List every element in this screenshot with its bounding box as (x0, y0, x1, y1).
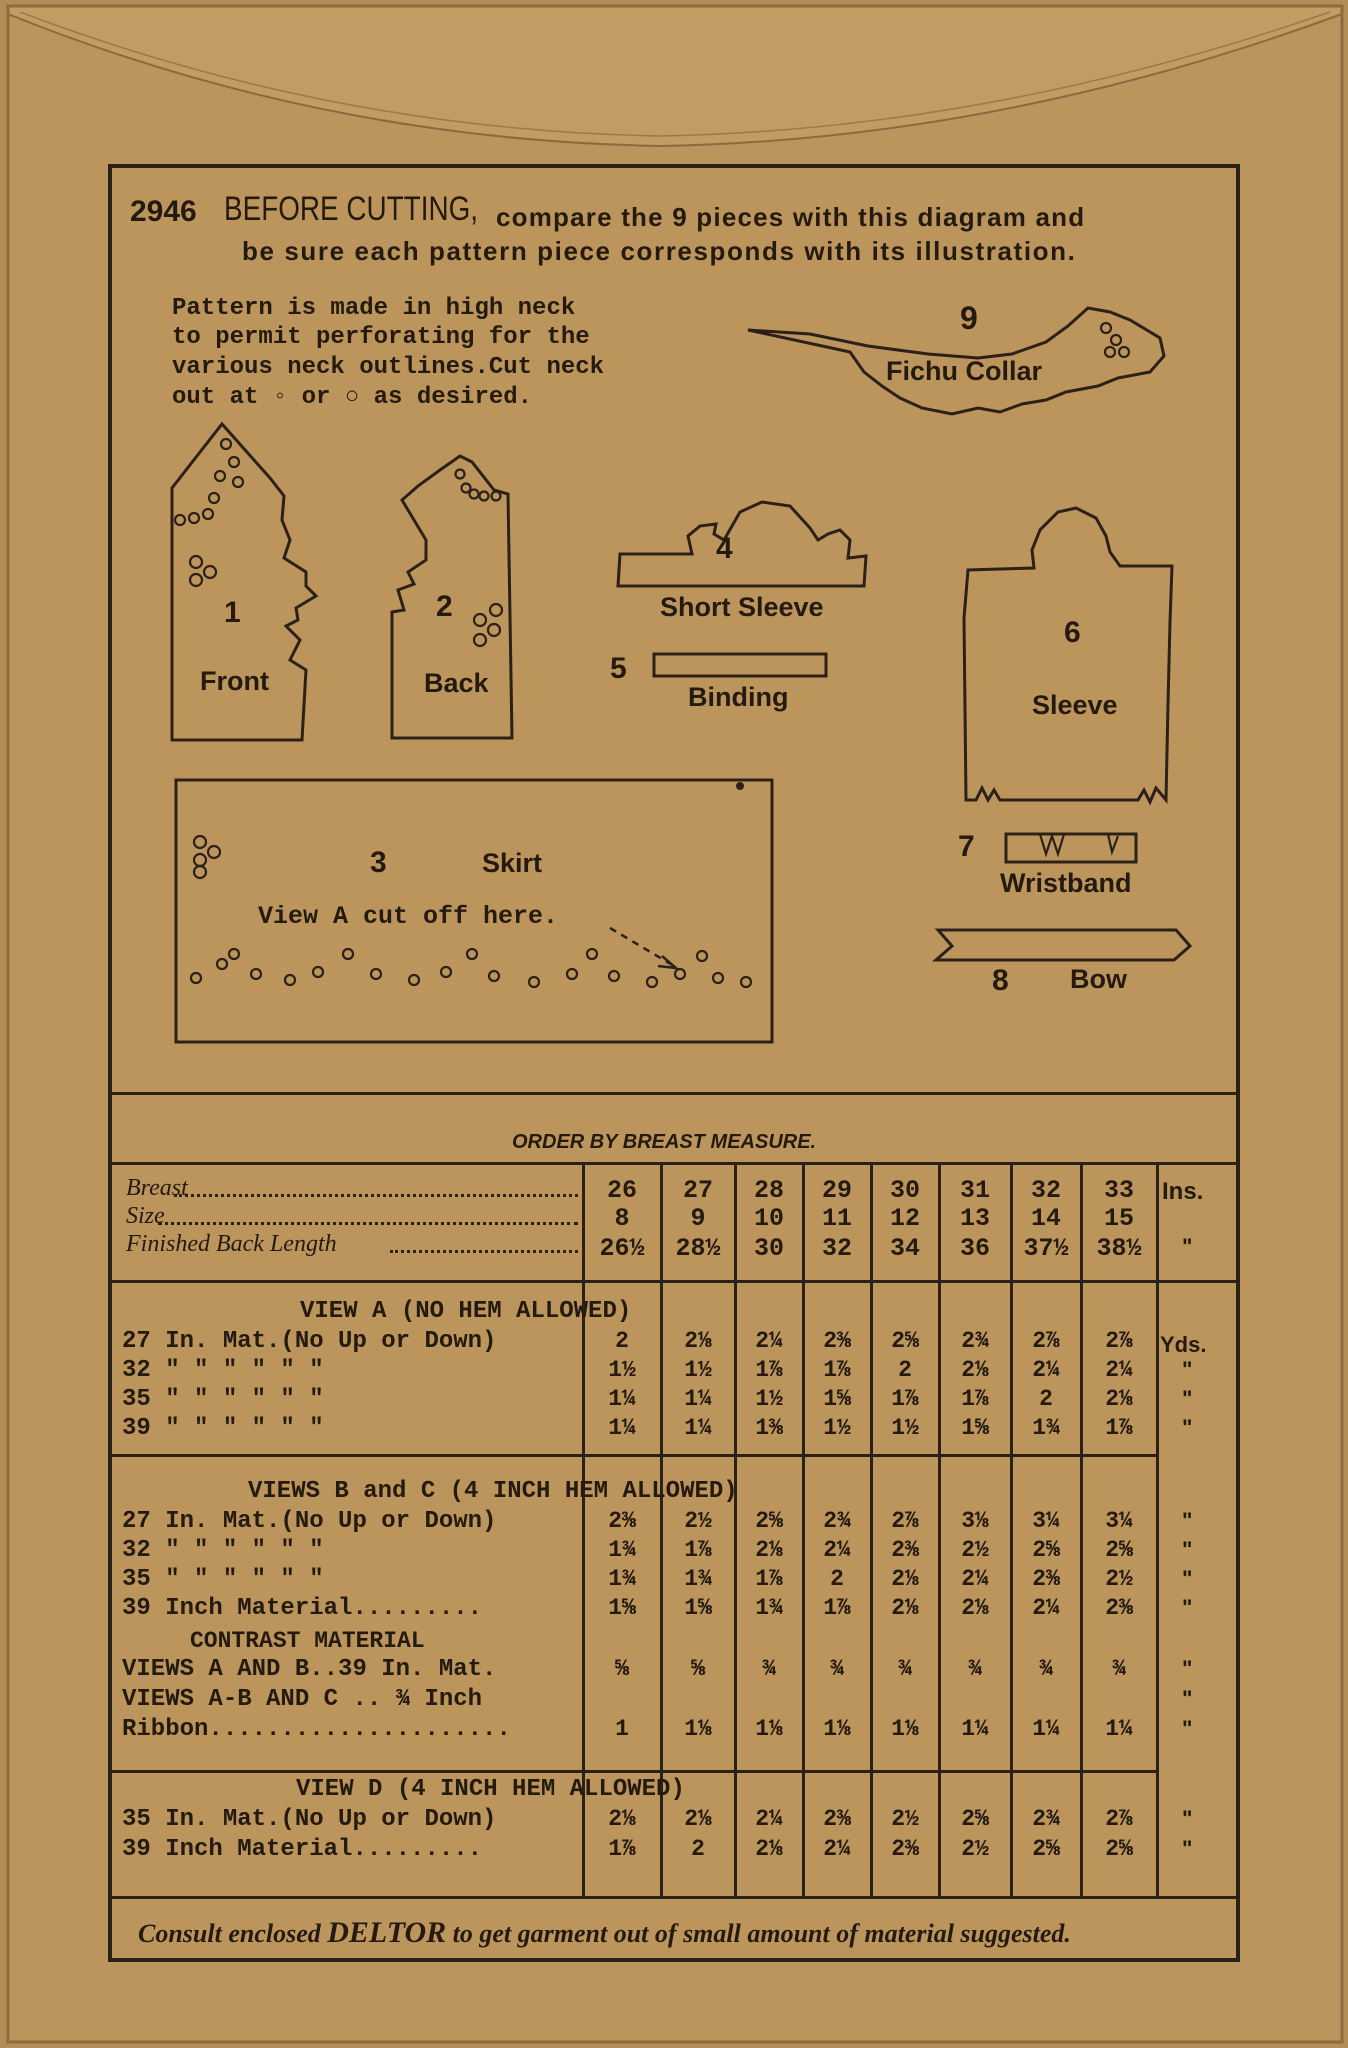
row-label: VIEWS A AND B..39 In. Mat. (122, 1656, 497, 1683)
yardage-cell: 2⅝ (891, 1328, 919, 1354)
yardage-cell: 2⅞ (1105, 1806, 1133, 1832)
yardage-cell: 1¼ (684, 1386, 712, 1412)
yardage-cell: 2⅛ (608, 1806, 636, 1832)
yardage-cell: 2½ (684, 1508, 712, 1534)
yardage-cell: 2¾ (1032, 1806, 1060, 1832)
row-label: 35 " " " " " " (122, 1566, 324, 1593)
unit-ditto: " (1182, 1716, 1193, 1741)
row-label: 27 In. Mat.(No Up or Down) (122, 1508, 497, 1535)
yardage-cell: 2¼ (1105, 1357, 1133, 1383)
yardage-cell: 1¼ (684, 1415, 712, 1441)
yardage-cell: 2⅛ (684, 1328, 712, 1354)
yardage-cell: ¾ (898, 1656, 912, 1682)
yardage-cell: 2 (615, 1328, 629, 1354)
back-length-value: 30 (753, 1234, 784, 1263)
rule-after-view-a (112, 1454, 1158, 1457)
yardage-cell: 2⅝ (1105, 1537, 1133, 1563)
size-value: 8 (614, 1204, 630, 1233)
breast-value: 26 (606, 1176, 637, 1205)
unit-ditto: " (1182, 1415, 1193, 1440)
yardage-cell: 1⅞ (823, 1357, 851, 1383)
yardage-cell: 1⅛ (891, 1716, 919, 1742)
yardage-cell: 2⅜ (891, 1537, 919, 1563)
yardage-cell: 1¾ (755, 1595, 783, 1621)
piece-2-name: Back (424, 668, 489, 698)
piece-7-number: 7 (958, 830, 975, 863)
unit-ditto: " (1182, 1595, 1193, 1620)
yardage-cell: ¾ (830, 1656, 844, 1682)
pattern-number: 2946 (130, 195, 197, 228)
yardage-cell: 3⅛ (961, 1508, 989, 1534)
yardage-cell: 2⅜ (823, 1806, 851, 1832)
back-length-value: 28½ (675, 1234, 721, 1263)
leader-dots-length (390, 1250, 578, 1253)
yardage-cell: 2⅞ (1032, 1328, 1060, 1354)
yardage-cell: 2⅝ (1032, 1836, 1060, 1862)
yardage-cell: 2¼ (1032, 1357, 1060, 1383)
yardage-cell: 2¼ (755, 1806, 783, 1832)
view-a-title: VIEW A (NO HEM ALLOWED) (300, 1298, 632, 1325)
piece-4-name: Short Sleeve (660, 592, 824, 622)
size-value: 11 (821, 1204, 852, 1233)
yds-label: Yds. (1160, 1332, 1207, 1357)
piece-4-number: 4 (716, 532, 733, 565)
piece-8-number: 8 (992, 964, 1009, 997)
size-value: 13 (959, 1204, 990, 1233)
yardage-cell: 2⅝ (1032, 1537, 1060, 1563)
note-line-4: out at ◦ or ○ as desired. (172, 384, 533, 411)
yardage-cell: 2⅜ (1105, 1595, 1133, 1621)
yardage-cell: 1¾ (1032, 1415, 1060, 1441)
footer-pre: Consult enclosed (138, 1919, 328, 1948)
label-breast: Breast (126, 1175, 188, 1201)
size-value: 12 (889, 1204, 920, 1233)
unit-ditto: " (1182, 1806, 1193, 1831)
yardage-cell: ¾ (762, 1656, 776, 1682)
yardage-cell: 1½ (608, 1357, 636, 1383)
unit-ditto: " (1182, 1656, 1193, 1681)
yardage-cell: 2¼ (755, 1328, 783, 1354)
back-length-value: 32 (821, 1234, 852, 1263)
piece-6-number: 6 (1064, 616, 1081, 649)
view-bc-title: VIEWS B and C (4 INCH HEM ALLOWED) (248, 1478, 738, 1505)
yardage-cell: 2⅝ (1105, 1836, 1133, 1862)
piece-9-name: Fichu Collar (886, 356, 1043, 386)
label-finished-back-length: Finished Back Length (126, 1231, 337, 1257)
row-label: 39 " " " " " " (122, 1415, 324, 1442)
yardage-cell: 2⅛ (755, 1836, 783, 1862)
yardage-cell: 2 (691, 1836, 705, 1862)
yardage-cell: 1¾ (608, 1537, 636, 1563)
yardage-cell: 1¼ (961, 1716, 989, 1742)
yardage-cell: 1⅜ (755, 1415, 783, 1441)
piece-5-name: Binding (688, 682, 789, 712)
yardage-cell: 2⅛ (755, 1537, 783, 1563)
row-label: 32 " " " " " " (122, 1357, 324, 1384)
yardage-cell: 1¼ (1032, 1716, 1060, 1742)
yardage-cell: 2⅜ (1032, 1566, 1060, 1592)
unit-ditto: " (1182, 1508, 1193, 1533)
note-line-3: various neck outlines.Cut neck (172, 354, 605, 381)
breast-value: 30 (889, 1176, 920, 1205)
ins-label: Ins. (1162, 1178, 1204, 1205)
yardage-cell: 1⅞ (684, 1537, 712, 1563)
piece-3-name: Skirt (482, 848, 543, 878)
skirt-cut-note: View A cut off here. (258, 902, 559, 931)
breast-value: 29 (821, 1176, 852, 1205)
sleeve-piece-outline (964, 508, 1172, 802)
piece-5-number: 5 (610, 652, 627, 685)
yardage-cell: 2¼ (1032, 1595, 1060, 1621)
yardage-cell: 2 (1039, 1386, 1053, 1412)
yardage-cell: 1⅞ (1105, 1415, 1133, 1441)
yardage-cell: 1 (615, 1716, 629, 1742)
row-label: 39 Inch Material......... (122, 1836, 483, 1863)
yardage-cell: 2⅛ (684, 1806, 712, 1832)
leader-dots-size (158, 1222, 578, 1225)
rule-after-view-bc (112, 1770, 1158, 1773)
piece-3-number: 3 (370, 846, 387, 879)
yardage-cell: 1⅛ (823, 1716, 851, 1742)
before-cutting-heading: BEFORE CUTTING, (224, 190, 479, 228)
unit-ditto: " (1182, 1386, 1193, 1411)
bow-piece-outline (936, 930, 1190, 960)
piece-8-name: Bow (1070, 964, 1127, 994)
yardage-cell: 1⅞ (823, 1595, 851, 1621)
yardage-cell: 1¼ (1105, 1716, 1133, 1742)
back-length-value: 34 (889, 1234, 920, 1263)
ins-ditto: " (1182, 1234, 1193, 1259)
breast-value: 33 (1103, 1176, 1134, 1205)
rule-after-measures (112, 1280, 1236, 1283)
yardage-cell: 2⅛ (891, 1595, 919, 1621)
yardage-cell: 2¼ (961, 1566, 989, 1592)
yardage-cell: 1½ (823, 1415, 851, 1441)
yardage-cell: 3¼ (1105, 1508, 1133, 1534)
unit-ditto: " (1182, 1836, 1193, 1861)
piece-9-number: 9 (960, 300, 978, 336)
row-label: VIEWS A-B AND C .. ¾ Inch (122, 1686, 483, 1713)
size-value: 9 (690, 1204, 706, 1233)
row-label: 27 In. Mat.(No Up or Down) (122, 1328, 497, 1355)
unit-ditto: " (1182, 1357, 1193, 1382)
row-label: Ribbon..................... (122, 1716, 511, 1743)
note-line-2: to permit perforating for the (172, 324, 590, 351)
leader-dots-breast (174, 1194, 578, 1197)
yardage-cell: 3¼ (1032, 1508, 1060, 1534)
yardage-cell: 2⅛ (961, 1595, 989, 1621)
yardage-cell: 1⅞ (608, 1836, 636, 1862)
breast-value: 32 (1030, 1176, 1061, 1205)
yardage-cell: 2⅛ (961, 1357, 989, 1383)
yardage-cell: 1⅞ (961, 1386, 989, 1412)
yardage-cell: 2⅞ (891, 1508, 919, 1534)
yardage-cell: 1¾ (608, 1566, 636, 1592)
yardage-cell: 2½ (1105, 1566, 1133, 1592)
header-line-1: compare the 9 pieces with this diagram and (496, 202, 1086, 232)
footer-note (138, 1918, 1071, 1948)
yardage-cell: 1⅝ (961, 1415, 989, 1441)
size-value: 15 (1103, 1204, 1134, 1233)
yardage-cell: ⅝ (691, 1656, 705, 1682)
view-d-title: VIEW D (4 INCH HEM ALLOWED) (296, 1776, 685, 1803)
footer-post: to get garment out of small amount of material suggested. (446, 1919, 1071, 1948)
piece-1-number: 1 (224, 596, 241, 629)
yardage-cell: 2½ (961, 1537, 989, 1563)
piece-1-name: Front (200, 666, 269, 696)
piece-2-number: 2 (436, 590, 453, 623)
col-rule-8 (1156, 1162, 1159, 1896)
binding-piece-outline (654, 654, 826, 676)
yardage-cell: 1⅝ (684, 1595, 712, 1621)
unit-ditto: " (1182, 1537, 1193, 1562)
yardage-cell: 2⅛ (1105, 1386, 1133, 1412)
yardage-cell: 2 (830, 1566, 844, 1592)
piece-6-name: Sleeve (1032, 690, 1118, 720)
note-line-1: Pattern is made in high neck (172, 295, 576, 322)
yardage-cell: 1⅛ (684, 1716, 712, 1742)
size-value: 14 (1030, 1204, 1061, 1233)
yardage-cell: 1¼ (608, 1415, 636, 1441)
contrast-material-title: CONTRAST MATERIAL (190, 1628, 425, 1654)
yardage-cell: ¾ (1112, 1656, 1126, 1682)
yardage-cell: 2½ (891, 1806, 919, 1832)
yardage-cell: 1⅝ (608, 1595, 636, 1621)
row-label: 35 " " " " " " (122, 1386, 324, 1413)
label-size: Size (126, 1203, 165, 1229)
breast-value: 28 (753, 1176, 784, 1205)
unit-ditto: " (1182, 1686, 1193, 1711)
row-label: 39 Inch Material......... (122, 1595, 483, 1622)
yardage-cell: 1⅞ (891, 1386, 919, 1412)
piece-7-name: Wristband (1000, 868, 1132, 898)
back-length-value: 26½ (599, 1234, 645, 1263)
back-length-value: 36 (959, 1234, 990, 1263)
wristband-piece-outline (1006, 834, 1136, 862)
yardage-cell: 1¼ (608, 1386, 636, 1412)
yardage-cell: 2¼ (823, 1537, 851, 1563)
yardage-cell: 1⅞ (755, 1566, 783, 1592)
yardage-cell: 2¼ (823, 1836, 851, 1862)
yardage-cell: 1½ (684, 1357, 712, 1383)
yardage-cell: 2⅝ (755, 1508, 783, 1534)
yardage-cell: 2 (898, 1357, 912, 1383)
yardage-cell: 2¾ (961, 1328, 989, 1354)
breast-value: 27 (682, 1176, 713, 1205)
table-top-rule (112, 1162, 1236, 1165)
yardage-cell: 2⅛ (891, 1566, 919, 1592)
yardage-cell: ¾ (968, 1656, 982, 1682)
back-length-value: 38½ (1096, 1234, 1142, 1263)
section-divider (112, 1092, 1236, 1095)
order-title: ORDER BY BREAST MEASURE. (512, 1131, 817, 1153)
yardage-cell: 1⅛ (755, 1716, 783, 1742)
yardage-cell: 2⅜ (823, 1328, 851, 1354)
header-line-2: be sure each pattern piece corresponds with its illustration. (242, 236, 1077, 266)
yardage-cell: 2⅜ (608, 1508, 636, 1534)
breast-value: 31 (959, 1176, 990, 1205)
row-label: 35 In. Mat.(No Up or Down) (122, 1806, 497, 1833)
yardage-cell: 1½ (891, 1415, 919, 1441)
size-value: 10 (753, 1204, 784, 1233)
yardage-cell: 2⅞ (1105, 1328, 1133, 1354)
yardage-cell: 2⅝ (961, 1806, 989, 1832)
back-length-value: 37½ (1023, 1234, 1069, 1263)
yardage-cell: 2¾ (823, 1508, 851, 1534)
yardage-cell: 1½ (755, 1386, 783, 1412)
short-sleeve-piece-outline (618, 502, 866, 586)
yardage-cell: 1¾ (684, 1566, 712, 1592)
rule-after-view-d (112, 1896, 1236, 1899)
footer-brand: DELTOR (327, 1916, 447, 1949)
unit-ditto: " (1182, 1566, 1193, 1591)
yardage-cell: 1⅞ (755, 1357, 783, 1383)
yardage-cell: 1⅝ (823, 1386, 851, 1412)
yardage-cell: ¾ (1039, 1656, 1053, 1682)
yardage-cell: ⅝ (615, 1656, 629, 1682)
yardage-cell: 2⅜ (891, 1836, 919, 1862)
yardage-cell: 2½ (961, 1836, 989, 1862)
row-label: 32 " " " " " " (122, 1537, 324, 1564)
